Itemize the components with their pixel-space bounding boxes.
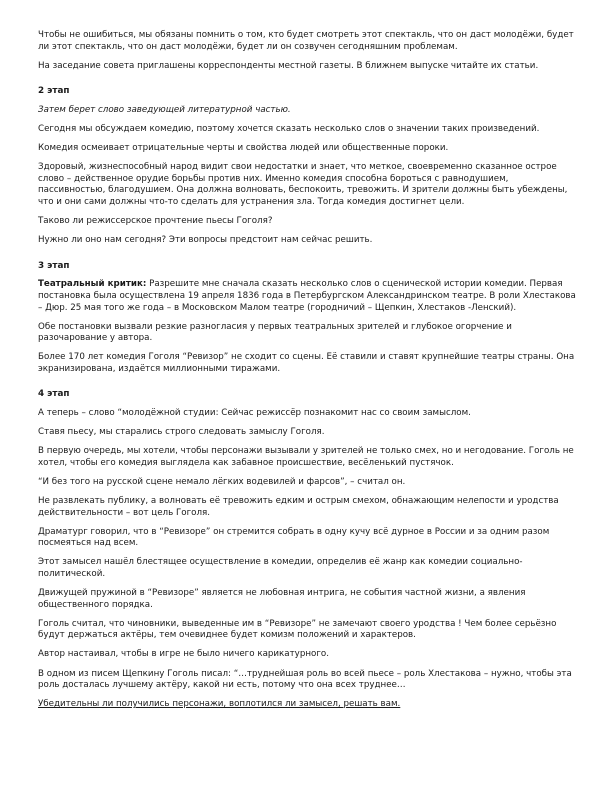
- document-page: [38, 30, 578, 718]
- intro-paragraph-1: Чтобы не ошибиться, мы обязаны помнить о том, кто будет смотреть этот спектакль, что он даст молодёжи, будет ли этот спектакль, что он даст молодёжи, будет ли он созвучен сегодняшним проблемам.: [38, 30, 574, 52]
- stage-2-paragraph-4: Здоровый, жизнеспособный народ видит свои недостатки и знает, что меткое, своевременно сказанное острое слово – действенное орудие борьбы против них. Именно комедия способна бороться с равнодушием, пассивностью, благодушием. Она должна волновать, беспокоить, тревожить. И зрители должны быть убеждены, что и они сами должны что-то сделать для устранения зла. Тогда комедия достигнет цели.: [38, 162, 568, 207]
- stage-4-paragraph-12: Убедительны ли получились персонажи, воплотился ли замысел, решать вам.: [38, 699, 401, 710]
- stage-4-paragraph-8: Движущей пружиной в “Ревизоре” является не любовная интрига, не события частной жизни, а явления общественного порядка.: [38, 588, 526, 610]
- stage-4-paragraph-3: В первую очередь, мы хотели, чтобы персонажи вызывали у зрителей не только смех, но и негодование. Гоголь не хотел, чтобы его комедия выглядела как забавное происшествие, весёленький пустячок.: [38, 446, 574, 468]
- stage-4-paragraph-6: Драматург говорил, что в “Ревизоре” он стремится собрать в одну кучу всё дурное в России и за одним разом посмеяться над всем.: [38, 526, 550, 549]
- stage-2-paragraph-1: Затем берет слово заведующей литературной частью.: [38, 104, 291, 115]
- stage-4-paragraph-11: В одном из писем Щепкину Гоголь писал: “…труднейшая роль во всей пьесе – роль Хлестакова – нужно, чтобы эта роль досталась лучшему актёру, какой ни есть, потому что она всех труднее…: [38, 668, 572, 691]
- stage-4-paragraph-9: Гоголь считал, что чиновники, выведенные им в “Ревизоре” не замечают своего уродства ! Чем более серьёзно будут держаться актёры, тем очевиднее будет комизм положений и характеров.: [38, 618, 557, 641]
- stage-3-heading: 3 этап: [38, 260, 70, 271]
- stage-4-paragraph-1: А теперь – слово “молодёжной студии: Сейчас режиссёр познакомит нас со своим замыслом.: [38, 408, 471, 419]
- critic-text: Разрешите мне сначала сказать несколько слов о сценической истории комедии. Первая постановка была осуществлена 19 апреля 1836 года в Петербургском Александринском театре. В роли Хлестакова – Дюр. 25 мая того же года – в Московском Малом театре (городничий – Щепкин, Хлестаков -Ленский).: [38, 279, 576, 313]
- stage-2-heading: 2 этап: [38, 86, 70, 97]
- intro-paragraph-2: На заседание совета приглашены корреспонденты местной газеты. В ближнем выпуске читайте их статьи.: [38, 60, 539, 71]
- stage-4-paragraph-7: Этот замысел нашёл блестящее осуществление в комедии, определив её жанр как комедии социально-политической.: [38, 557, 523, 579]
- stage-3-paragraph-3: Более 170 лет комедия Гоголя “Ревизор” не сходит со сцены. Её ставили и ставят крупнейшие театры страны. Она экранизирована, издаётся миллионными тиражами.: [38, 352, 575, 374]
- stage-4-paragraph-4: “И без того на русской сцене немало лёгких водевилей и фарсов”, – считал он.: [38, 476, 406, 487]
- stage-3-paragraph-1: [38, 279, 578, 314]
- stage-4-paragraph-5: Не развлекать публику, а волновать её тревожить едким и острым смехом, обнажающим нелепости и уродства действительности – вот цель Гоголя.: [38, 496, 559, 518]
- stage-2-paragraph-2: Сегодня мы обсуждаем комедию, поэтому хочется сказать несколько слов о значении таких произведений.: [38, 123, 540, 134]
- stage-3-paragraph-2: Обе постановки вызвали резкие разногласия у первых театральных зрителей и глубокое огорчение и разочарование у автора.: [38, 321, 512, 344]
- stage-4-paragraph-2: Ставя пьесу, мы старались строго следовать замыслу Гоголя.: [38, 427, 325, 438]
- critic-label: Театральный критик:: [38, 279, 147, 290]
- stage-2-paragraph-5: Таково ли режиссерское прочтение пьесы Гоголя?: [38, 216, 273, 227]
- stage-4-heading: 4 этап: [38, 389, 70, 400]
- stage-2-paragraph-3: Комедия осмеивает отрицательные черты и свойства людей или общественные пороки.: [38, 143, 449, 154]
- stage-2-paragraph-6: Нужно ли оно нам сегодня? Эти вопросы предстоит нам сейчас решить.: [38, 235, 373, 246]
- stage-4-paragraph-10: Автор настаивал, чтобы в игре не было ничего карикатурного.: [38, 649, 329, 660]
